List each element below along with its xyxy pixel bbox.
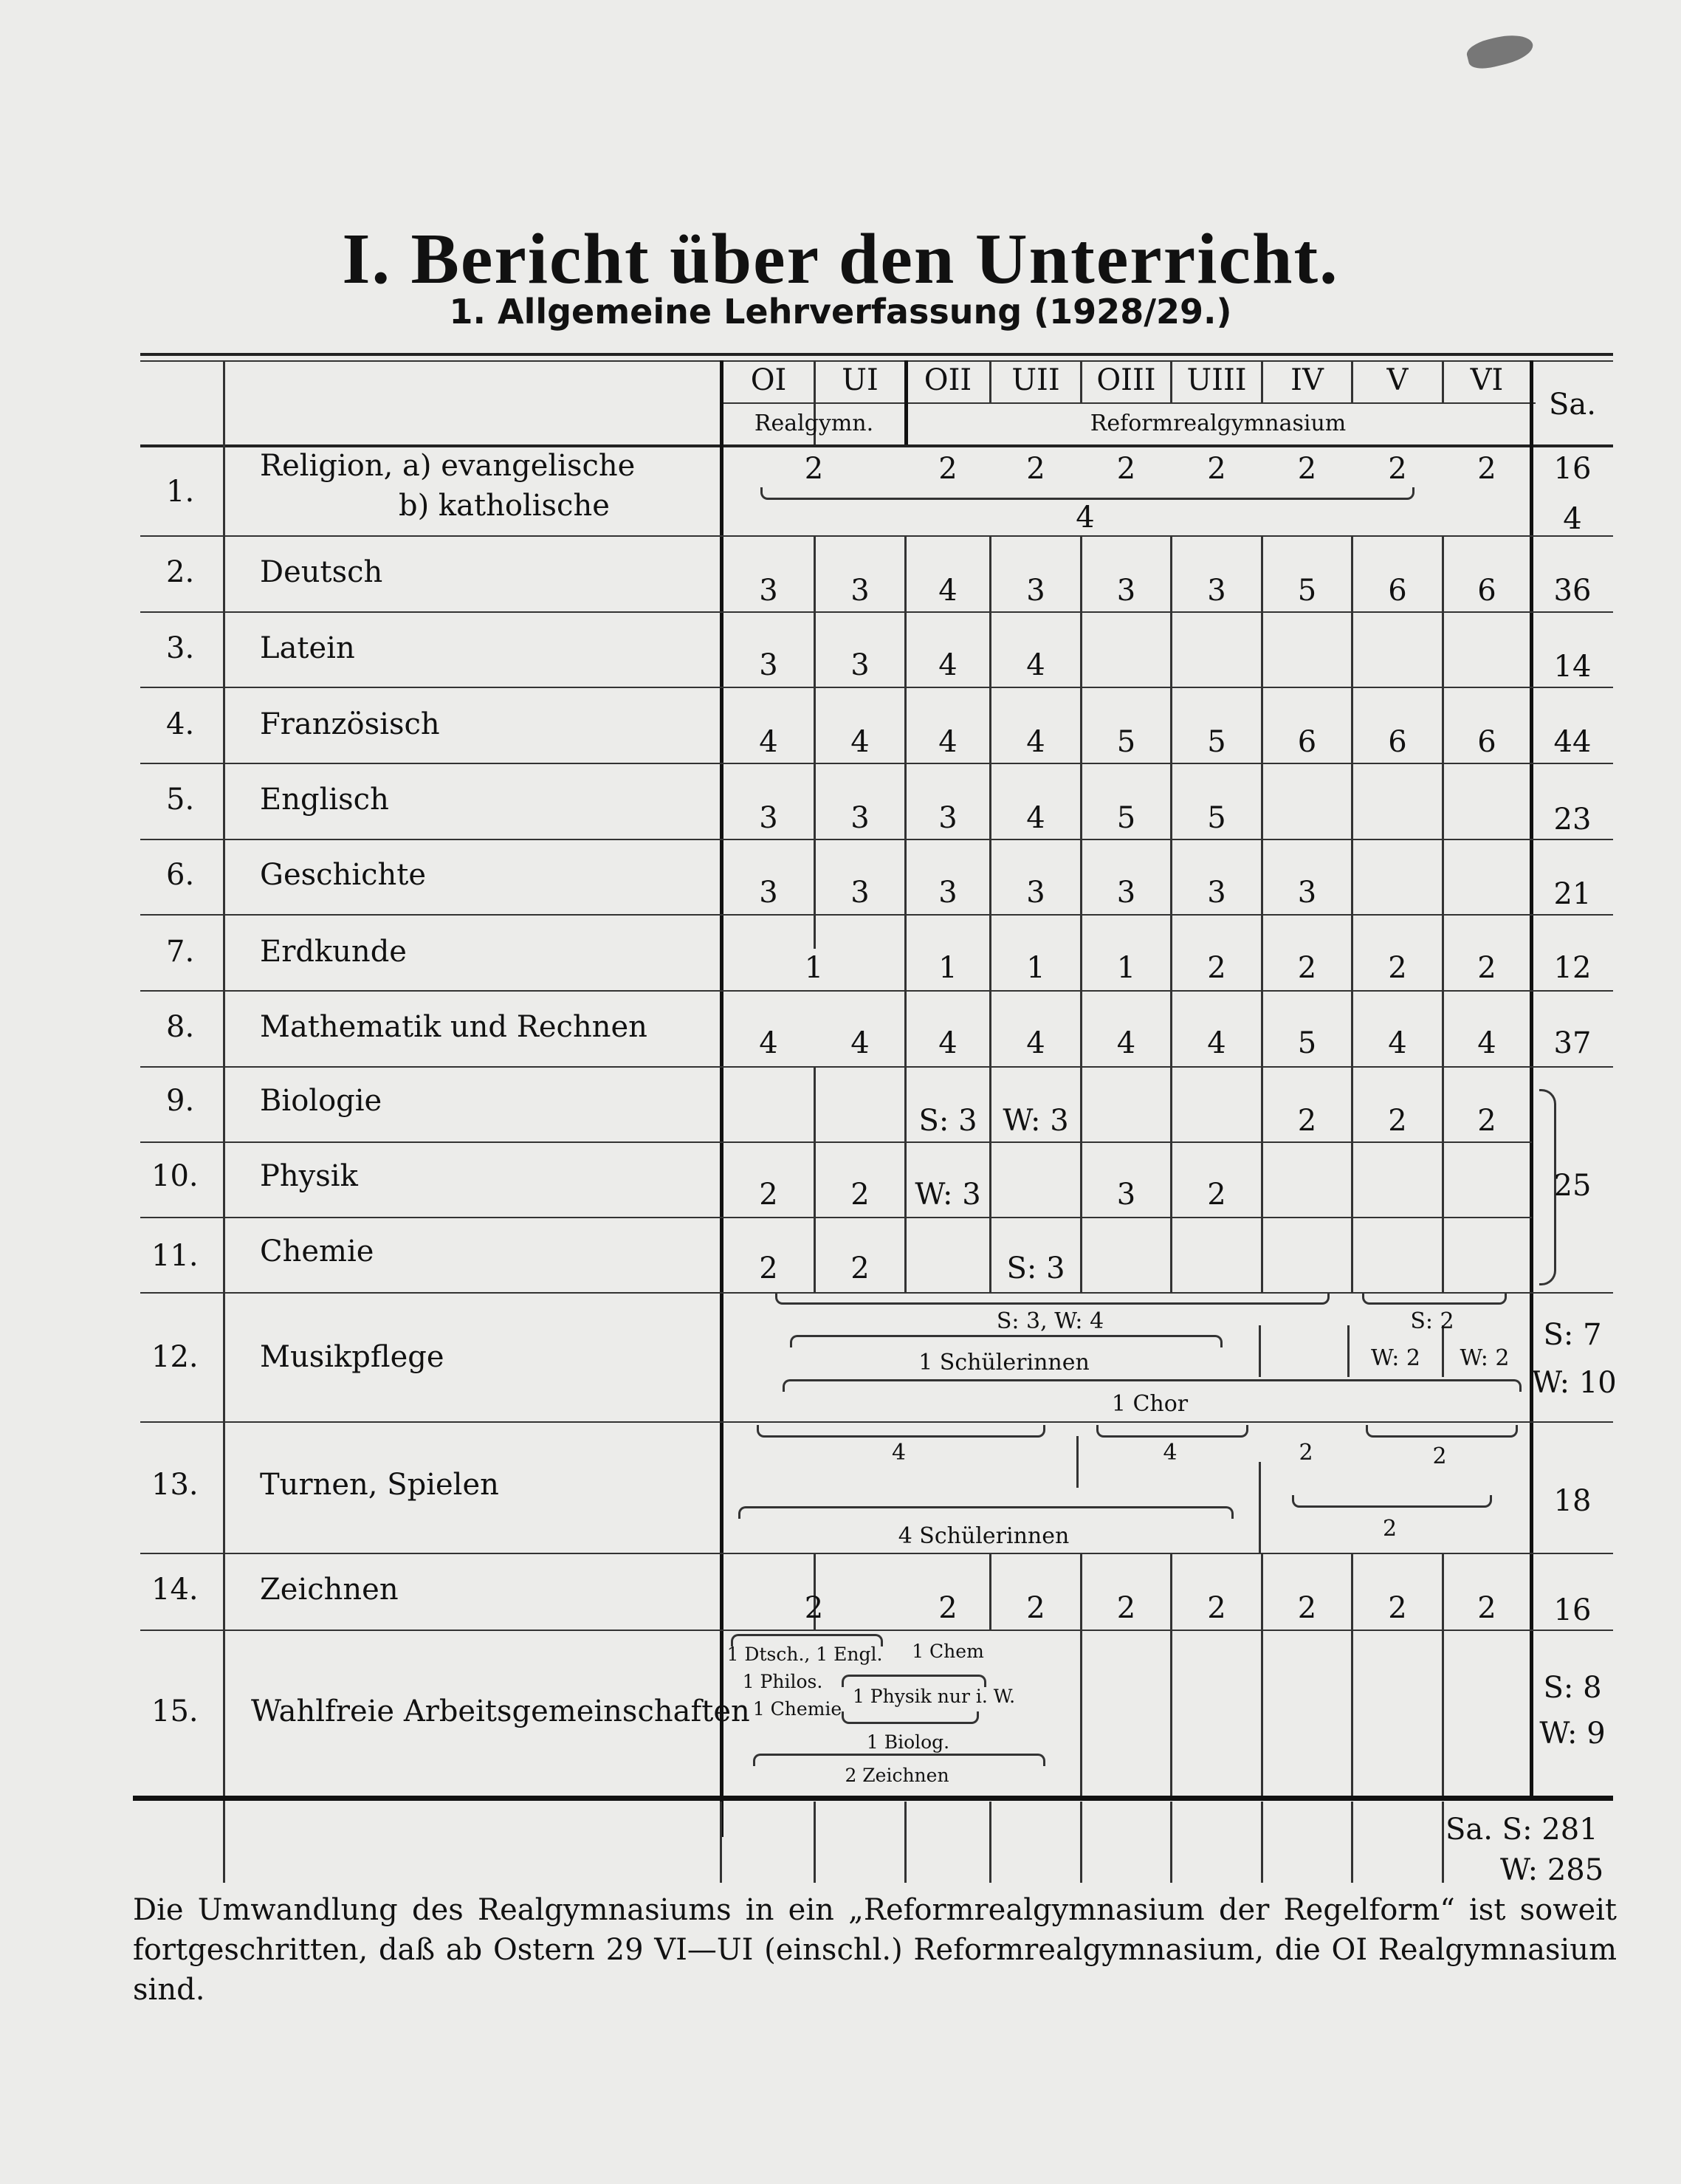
row-number: 5. (166, 783, 195, 817)
row-number: 10. (151, 1159, 199, 1193)
col-header: IV (1290, 363, 1324, 397)
col-header: OI (750, 363, 787, 397)
cell: 2 (1297, 951, 1317, 985)
row-subject: Englisch (260, 783, 389, 817)
cell: 3 (1026, 876, 1045, 910)
cell: 3 (759, 648, 778, 682)
cell: 3 (850, 801, 870, 835)
cell: 3 (1116, 574, 1136, 608)
sum-cell: S: 7 (1543, 1318, 1602, 1352)
cell: 5 (1297, 1026, 1317, 1060)
cell: 3 (1207, 574, 1226, 608)
cell: 2 (1026, 1591, 1045, 1625)
cell: 4 (1076, 501, 1095, 535)
sum-header: Sa. (1549, 388, 1596, 422)
cell: 2 (850, 1178, 870, 1212)
row-subject: Geschichte (260, 858, 427, 892)
cell: 2 (1297, 452, 1317, 486)
sum-cell: 18 (1553, 1484, 1592, 1518)
row-number: 3. (166, 631, 195, 665)
footnote-paragraph: Die Umwandlung des Realgymnasiums in ein „Reformrealgymnasium der Regelform“ ist soweit fortgeschritten, daß ab Ostern 29 VI—UI (einschl.) Reformrealgymnasium, die OI Realgymnasium sind. (133, 1893, 1617, 2007)
cell: 3 (938, 801, 958, 835)
cell: 3 (850, 876, 870, 910)
cell: 2 (1207, 1591, 1226, 1625)
cell: 4 (850, 1026, 870, 1060)
music-girls: 1 Schülerinnen (918, 1350, 1090, 1376)
cell: 2 (1388, 1104, 1407, 1138)
cell: 1 (938, 951, 958, 985)
cell: 2 (938, 1591, 958, 1625)
cell: S: 3 (918, 1104, 977, 1138)
sport-b: 4 (1163, 1440, 1178, 1466)
sum-cell: 21 (1553, 877, 1592, 911)
row-subject: Chemie (260, 1234, 374, 1268)
cell: 6 (1388, 574, 1407, 608)
sum-cell: 16 (1553, 1593, 1592, 1627)
cell: 1 (1026, 951, 1045, 985)
sport-c: 2 (1299, 1440, 1313, 1466)
sum-cell: 14 (1553, 650, 1592, 684)
cell: 4 (850, 725, 870, 759)
cell: 6 (1388, 725, 1407, 759)
sport-girls: 4 Schülerinnen (898, 1523, 1070, 1549)
col-header: VI (1470, 363, 1504, 397)
row-number: 1. (166, 475, 195, 509)
cell: 2 (1388, 452, 1407, 486)
row-number: 2. (166, 555, 195, 589)
cell: 1 (804, 951, 824, 985)
cell: 4 (1388, 1026, 1407, 1060)
sport-d: 2 (1432, 1443, 1447, 1469)
row-number: 12. (151, 1340, 199, 1374)
cell: S: 3 (1006, 1251, 1065, 1285)
sum-cell: 12 (1553, 951, 1592, 985)
science-sum: 25 (1553, 1169, 1592, 1203)
elective-f: 1 Biolog. (866, 1731, 950, 1753)
cell: 2 (1116, 452, 1136, 486)
music-choir: 1 Chor (1111, 1391, 1189, 1417)
row-number: 13. (151, 1468, 199, 1502)
row-number: 6. (166, 858, 195, 892)
row-number: 15. (151, 1694, 199, 1728)
music-w-v: W: 2 (1371, 1345, 1420, 1371)
cell: 2 (1297, 1104, 1317, 1138)
row-subject: Mathematik und Rechnen (260, 1010, 647, 1044)
cell: 2 (1207, 452, 1226, 486)
cell: 4 (938, 1026, 958, 1060)
row-subject: Wahlfreie Arbeitsgemeinschaften (251, 1694, 750, 1728)
cell: 6 (1477, 574, 1496, 608)
group-realgymn: Realgymn. (754, 411, 874, 436)
cell: 2 (804, 1591, 824, 1625)
cell: 2 (1207, 951, 1226, 985)
cell: 3 (938, 876, 958, 910)
cell: 2 (1477, 1591, 1496, 1625)
col-header: OIII (1096, 363, 1156, 397)
cell: 2 (1477, 1104, 1496, 1138)
cell: 4 (759, 1026, 778, 1060)
cell: 3 (1207, 876, 1226, 910)
col-header: UII (1011, 363, 1060, 397)
cell: 4 (1026, 648, 1045, 682)
cell: 5 (1297, 574, 1317, 608)
sport-e: 2 (1382, 1516, 1398, 1542)
col-header: OII (924, 363, 972, 397)
row-number: 4. (166, 707, 195, 741)
cell: 3 (759, 801, 778, 835)
cell: 6 (1297, 725, 1317, 759)
row-subject: Turnen, Spielen (260, 1468, 499, 1502)
cell: 2 (1388, 1591, 1407, 1625)
cell: 4 (1116, 1026, 1136, 1060)
cell: 4 (1207, 1026, 1226, 1060)
cell: 4 (938, 574, 958, 608)
row-subject: Biologie (260, 1084, 382, 1118)
row-subject: Französisch (260, 707, 440, 741)
elective-a: 1 Dtsch., 1 Engl. (726, 1644, 883, 1665)
cell: 4 (1026, 1026, 1045, 1060)
cell: W: 3 (915, 1178, 981, 1212)
total-summer: Sa. S: 281 (1445, 1813, 1598, 1847)
cell: 4 (759, 725, 778, 759)
cell: 3 (759, 574, 778, 608)
sum-cell: 23 (1553, 803, 1592, 837)
row-subject: Zeichnen (260, 1573, 399, 1607)
row-subject: Physik (260, 1159, 358, 1193)
sum-cell: 4 (1563, 502, 1582, 536)
cell: 2 (1297, 1591, 1317, 1625)
page-title: I. Bericht über den Unterricht. (342, 219, 1339, 299)
cell: 5 (1207, 725, 1226, 759)
cell: 2 (850, 1251, 870, 1285)
sum-cell: 16 (1553, 452, 1592, 486)
elective-e: 1 Physik nur i. W. (852, 1686, 1016, 1707)
cell: 1 (1116, 951, 1136, 985)
cell: 2 (1026, 452, 1045, 486)
sum-cell: 36 (1553, 574, 1592, 608)
row-number: 14. (151, 1573, 199, 1607)
cell: 4 (938, 648, 958, 682)
sum-cell: W: 10 (1532, 1366, 1617, 1400)
page-subtitle: 1. Allgemeine Lehrverfassung (1928/29.) (449, 292, 1232, 332)
cell: 4 (1026, 801, 1045, 835)
cell: 2 (1116, 1591, 1136, 1625)
music-w-vi: W: 2 (1460, 1345, 1510, 1371)
row-subject: Latein (260, 631, 355, 665)
col-header: UI (842, 363, 879, 397)
cell: 3 (1116, 876, 1136, 910)
row-subject-b: b) katholische (399, 489, 610, 523)
cell: 5 (1207, 801, 1226, 835)
row-subject: Musikpflege (260, 1340, 444, 1374)
music-upper-right: S: 2 (1410, 1308, 1454, 1334)
cell: 3 (1297, 876, 1317, 910)
cell: 2 (759, 1178, 778, 1212)
cell: 3 (759, 876, 778, 910)
cell: 2 (938, 452, 958, 486)
group-reform: Reformrealgymnasium (1090, 411, 1347, 436)
sum-cell: S: 8 (1543, 1671, 1602, 1705)
cell: 2 (1477, 452, 1496, 486)
cell: W: 3 (1003, 1104, 1069, 1138)
cell: 5 (1116, 725, 1136, 759)
row-subject: Erdkunde (260, 935, 407, 969)
cell: 2 (1477, 951, 1496, 985)
cell: 3 (1116, 1178, 1136, 1212)
row-number: 7. (166, 935, 195, 969)
elective-g: 2 Zeichnen (845, 1765, 949, 1786)
row-number: 11. (151, 1239, 199, 1273)
music-upper: S: 3, W: 4 (996, 1308, 1104, 1334)
sum-cell: 44 (1553, 725, 1592, 759)
sport-a: 4 (891, 1440, 907, 1466)
cell: 4 (1026, 725, 1045, 759)
elective-d: 1 Chem (912, 1641, 984, 1662)
row-subject: Deutsch (260, 555, 383, 589)
row-number: 8. (166, 1010, 195, 1044)
elective-c: 1 Chemie (752, 1698, 842, 1720)
col-header: UIII (1186, 363, 1247, 397)
cell: 2 (1207, 1178, 1226, 1212)
cell: 4 (1477, 1026, 1496, 1060)
cell: 3 (850, 574, 870, 608)
col-header: V (1386, 363, 1409, 397)
sum-cell: W: 9 (1539, 1717, 1606, 1751)
total-winter: W: 285 (1500, 1853, 1604, 1887)
cell: 3 (850, 648, 870, 682)
cell: 5 (1116, 801, 1136, 835)
cell: 2 (1388, 951, 1407, 985)
row-subject: Religion, a) evangelische (260, 449, 636, 483)
cell: 6 (1477, 725, 1496, 759)
row-number: 9. (166, 1084, 195, 1118)
sum-cell: 37 (1553, 1026, 1592, 1060)
cell: 4 (938, 725, 958, 759)
cell: 2 (759, 1251, 778, 1285)
cell: 2 (804, 452, 824, 486)
cell: 3 (1026, 574, 1045, 608)
elective-b: 1 Philos. (742, 1671, 823, 1692)
